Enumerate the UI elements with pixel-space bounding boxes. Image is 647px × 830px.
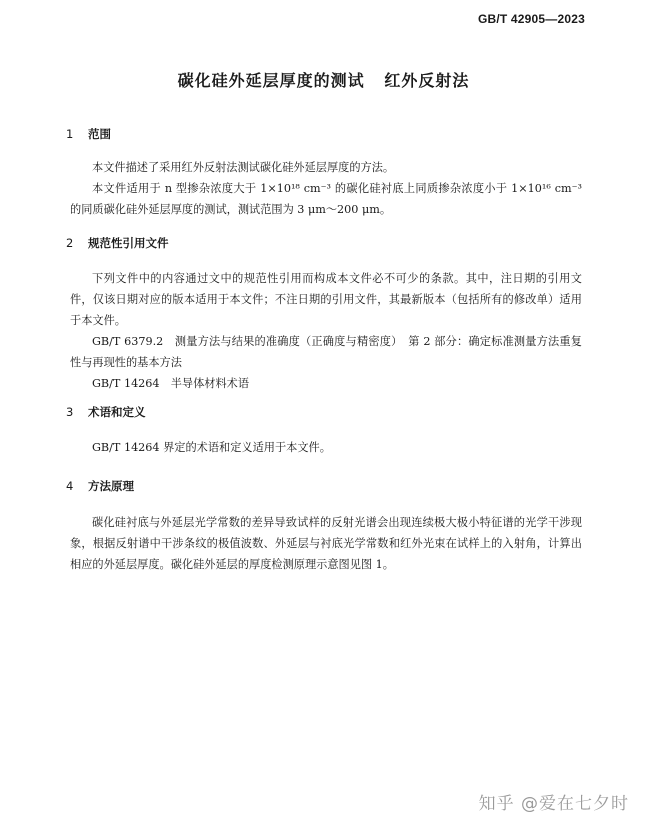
paragraph: 本文件描述了采用红外反射法测试碳化硅外延层厚度的方法。 xyxy=(92,161,395,174)
reference-item: GB/T 6379.2 测量方法与结果的准确度（正确度与精密度） 第 2 部分：确定标准测量方法重复性与再现性的基本方法 xyxy=(70,335,582,369)
paragraph: 碳化硅衬底与外延层光学常数的差异导致试样的反射光谱会出现连续极大极小特征谱的光学干涉现象，根据反射谱中干涉条纹的极值波数、外延层与衬底光学常数和红外光束在试样上的入射角，计算出相应的外延层厚度。碳化硅外延层的厚度检测原理示意图见图 1。 xyxy=(70,516,582,571)
section-title: 方法原理 xyxy=(88,479,134,493)
standard-code: GB/T 42905—2023 xyxy=(477,12,585,26)
section-heading-terms xyxy=(66,404,146,420)
section-title: 规范性引用文件 xyxy=(88,236,169,250)
section-heading-scope xyxy=(66,126,111,142)
section-number: 4 xyxy=(66,479,74,493)
paragraph: GB/T 14264 界定的术语和定义适用于本文件。 xyxy=(92,441,331,454)
watermark: 知乎 @爱在七夕时 xyxy=(478,794,629,814)
section-number: 2 xyxy=(66,236,74,250)
section-number: 3 xyxy=(66,405,74,419)
paragraph: 下列文件中的内容通过文中的规范性引用而构成本文件必不可少的条款。其中，注日期的引用文件，仅该日期对应的版本适用于本文件；不注日期的引用文件，其最新版本（包括所有的修改单）适用于本文件。 xyxy=(70,272,582,327)
section-heading-normative-references xyxy=(66,235,169,251)
paragraph: 本文件适用于 n 型掺杂浓度大于 1×10¹⁸ cm⁻³ 的碳化硅衬底上同质掺杂浓度小于 1×10¹⁶ cm⁻³ 的同质碳化硅外延层厚度的测试，测试范围为 3 μm～200 μm。 xyxy=(70,182,582,216)
section-title: 范围 xyxy=(88,127,111,141)
document-title: 碳化硅外延层厚度的测试 红外反射法 xyxy=(177,71,470,90)
section-heading-principle xyxy=(66,478,134,494)
reference-item: GB/T 14264 半导体材料术语 xyxy=(92,377,250,390)
section-number: 1 xyxy=(66,127,74,141)
section-title: 术语和定义 xyxy=(88,405,146,419)
